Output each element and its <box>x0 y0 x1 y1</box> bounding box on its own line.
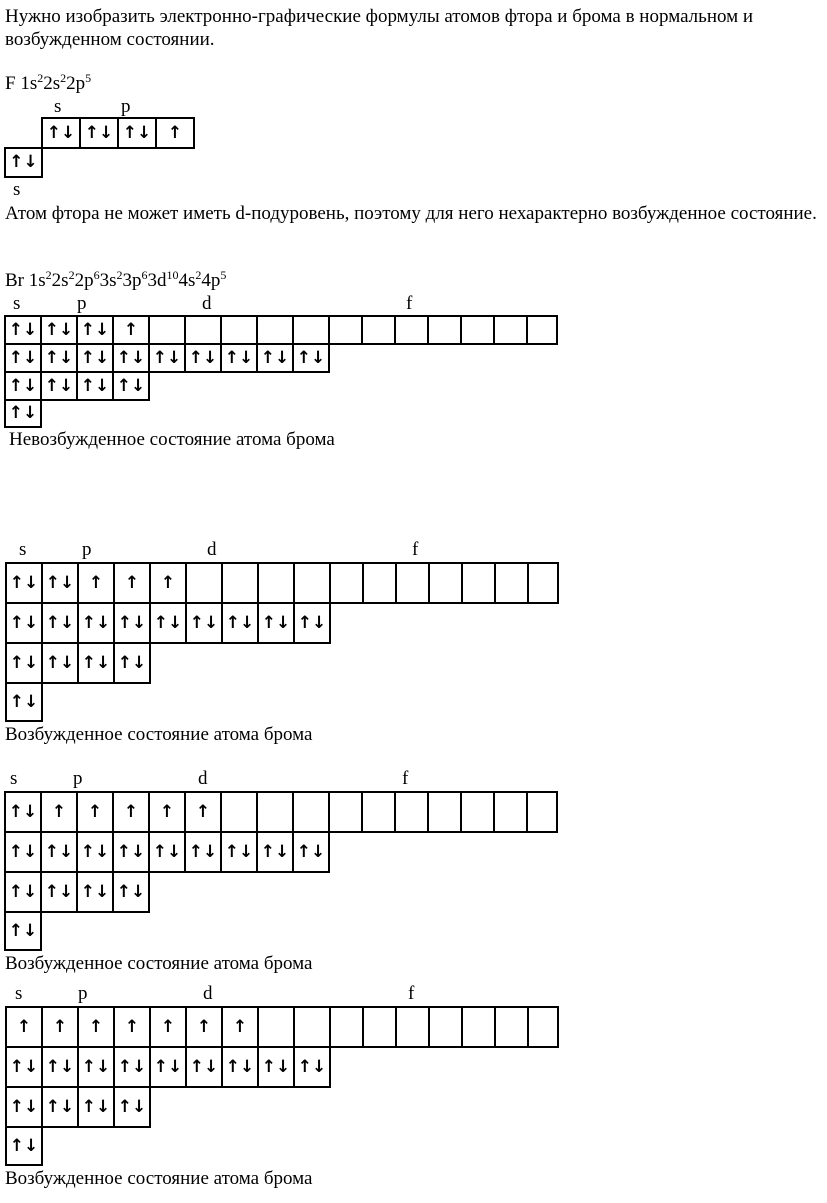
br-4f-orbital <box>527 1006 559 1048</box>
br-4d-orbital <box>221 562 259 604</box>
br-1s-orbital: ↑↓ <box>4 911 42 951</box>
br-4d-orbital: ↑ <box>184 791 222 833</box>
br-state1-p-label: p <box>77 293 87 314</box>
br-3p-orbital: ↑↓ <box>40 831 78 873</box>
br-3d-orbital: ↑↓ <box>292 343 330 373</box>
bromine-ground-state-caption: Невозбужденное состояние атома брома <box>9 429 335 450</box>
br-4p-orbital: ↑↓ <box>76 315 114 345</box>
br-4f-orbital <box>527 562 559 604</box>
br-4p-orbital: ↑ <box>40 791 78 833</box>
br-4p-orbital: ↑ <box>77 1006 115 1048</box>
br-4p-orbital: ↑ <box>77 562 115 604</box>
br-3d-orbital: ↑↓ <box>220 343 258 373</box>
fluorine-2p-orbital: ↑↓ <box>117 117 157 149</box>
br-2p-orbital: ↑↓ <box>76 371 114 401</box>
bromine-formula-superscript: 6 <box>141 268 148 282</box>
br-2p-orbital: ↑↓ <box>77 1086 115 1128</box>
br-4f-orbital <box>328 791 363 833</box>
br-3d-orbital: ↑↓ <box>221 602 259 644</box>
br-3p-orbital: ↑↓ <box>76 831 114 873</box>
bromine-formula-part: 4p <box>201 270 221 291</box>
br-4p-orbital: ↑ <box>112 315 150 345</box>
br-4p-orbital: ↑ <box>113 1006 151 1048</box>
br-3d-orbital: ↑↓ <box>293 1046 331 1088</box>
br-3p-orbital: ↑↓ <box>40 343 78 373</box>
br-4s-orbital: ↑↓ <box>4 791 42 833</box>
fluorine-formula-superscript: 2 <box>37 71 44 85</box>
br-2p-orbital: ↑↓ <box>112 871 150 913</box>
br-4f-orbital <box>394 315 429 345</box>
br-2p-orbital: ↑↓ <box>40 871 78 913</box>
br-4f-orbital <box>395 562 430 604</box>
br-3d-orbital: ↑↓ <box>256 343 294 373</box>
br-3p-orbital: ↑↓ <box>113 1046 151 1088</box>
br-state3-f-label: f <box>402 768 409 789</box>
bromine-formula-part: 2p <box>74 270 94 291</box>
br-4f-orbital <box>428 1006 463 1048</box>
br-2p-orbital: ↑↓ <box>112 371 150 401</box>
br-4d-orbital <box>292 315 330 345</box>
br-3p-orbital: ↑↓ <box>77 1046 115 1088</box>
br-3d-orbital: ↑↓ <box>256 831 294 873</box>
br-2s-orbital: ↑↓ <box>5 642 43 684</box>
br-state1-s-label: s <box>13 293 21 314</box>
br-4s-orbital: ↑ <box>5 1006 43 1048</box>
bromine-excited-state-3-caption: Возбужденное состояние атома брома <box>5 1168 313 1189</box>
br-4f-orbital <box>494 1006 529 1048</box>
br-3d-orbital: ↑↓ <box>184 343 222 373</box>
fluorine-2p-orbital: ↑ <box>155 117 195 149</box>
br-3p-orbital: ↑↓ <box>113 602 151 644</box>
br-4p-orbital: ↑ <box>113 562 151 604</box>
br-2s-orbital: ↑↓ <box>4 871 42 913</box>
br-4f-orbital <box>362 1006 397 1048</box>
br-4s-orbital: ↑↓ <box>5 562 43 604</box>
br-1s-orbital: ↑↓ <box>4 399 42 428</box>
br-2p-orbital: ↑↓ <box>113 642 151 684</box>
br-3d-orbital: ↑↓ <box>292 831 330 873</box>
br-3d-orbital: ↑↓ <box>148 343 186 373</box>
br-2p-orbital: ↑↓ <box>41 642 79 684</box>
fluorine-note: Атом фтора не может иметь d-подуровень, поэтому для него нехарактерно возбужденное состояние. <box>5 203 817 224</box>
br-4f-orbital <box>461 562 496 604</box>
task-statement: Нужно изобразить электронно-графические формулы атомов фтора и брома в нормальном и возбужденном состоянии. <box>5 6 754 50</box>
br-4f-orbital <box>427 315 462 345</box>
br-4d-orbital: ↑ <box>149 1006 187 1048</box>
br-4f-orbital <box>361 791 396 833</box>
br-3s-orbital: ↑↓ <box>5 602 43 644</box>
bromine-formula-superscript: 10 <box>166 268 179 282</box>
br-4d-orbital: ↑ <box>148 791 186 833</box>
br-4f-orbital <box>395 1006 430 1048</box>
br-4d-orbital: ↑ <box>185 1006 223 1048</box>
br-1s-orbital: ↑↓ <box>5 1126 43 1166</box>
br-1s-orbital: ↑↓ <box>5 682 43 722</box>
fluorine-formula-superscript: 2 <box>60 71 67 85</box>
br-3p-orbital: ↑↓ <box>41 1046 79 1088</box>
fluorine-formula-part: 2s <box>43 73 61 94</box>
fluorine-formula-superscript: 5 <box>85 71 92 85</box>
br-2p-orbital: ↑↓ <box>40 371 78 401</box>
br-2p-orbital: ↑↓ <box>41 1086 79 1128</box>
br-4f-orbital <box>526 315 558 345</box>
bromine-formula-part: Br 1s <box>5 270 46 291</box>
br-3d-orbital: ↑↓ <box>148 831 186 873</box>
br-4p-orbital: ↑↓ <box>41 562 79 604</box>
br-3d-orbital: ↑↓ <box>257 1046 295 1088</box>
br-3p-orbital: ↑↓ <box>77 602 115 644</box>
br-4d-orbital <box>256 315 294 345</box>
br-3d-orbital: ↑↓ <box>257 602 295 644</box>
br-4f-orbital <box>460 315 495 345</box>
br-3p-orbital: ↑↓ <box>41 602 79 644</box>
fluorine-2s-orbital: ↑↓ <box>41 117 81 149</box>
br-4d-orbital <box>148 315 186 345</box>
br-2s-orbital: ↑↓ <box>4 371 42 401</box>
br-state1-d-label: d <box>202 293 212 314</box>
br-4f-orbital <box>329 562 364 604</box>
fluorine-p-label: p <box>121 96 131 117</box>
br-state4-f-label: f <box>408 983 415 1004</box>
br-4f-orbital <box>493 791 528 833</box>
bromine-excited-state-2-caption: Возбужденное состояние атома брома <box>5 953 313 974</box>
br-4s-orbital: ↑↓ <box>4 315 42 345</box>
br-4d-orbital <box>220 315 258 345</box>
bromine-formula-part: 3p <box>122 270 142 291</box>
bromine-formula-superscript: 6 <box>93 268 100 282</box>
br-4f-orbital <box>329 1006 364 1048</box>
br-3s-orbital: ↑↓ <box>5 1046 43 1088</box>
br-4d-orbital: ↑ <box>221 1006 259 1048</box>
bromine-formula-superscript: 5 <box>220 268 227 282</box>
br-3d-orbital: ↑↓ <box>185 1046 223 1088</box>
br-state3-p-label: p <box>73 768 83 789</box>
br-4f-orbital <box>361 315 396 345</box>
br-4d-orbital: ↑ <box>149 562 187 604</box>
br-4f-orbital <box>428 562 463 604</box>
br-state4-s-label: s <box>15 983 23 1004</box>
br-4d-orbital <box>185 562 223 604</box>
br-state2-p-label: p <box>82 539 92 560</box>
br-2p-orbital: ↑↓ <box>113 1086 151 1128</box>
bromine-excited-state-1-caption: Возбужденное состояние атома брома <box>5 724 313 745</box>
br-3d-orbital: ↑↓ <box>221 1046 259 1088</box>
br-3d-orbital: ↑↓ <box>185 602 223 644</box>
br-state3-s-label: s <box>10 768 18 789</box>
br-4d-orbital <box>184 315 222 345</box>
fluorine-formula-part: F 1s <box>5 73 38 94</box>
bromine-formula-part: 2s <box>51 270 69 291</box>
br-3p-orbital: ↑↓ <box>76 343 114 373</box>
br-4d-orbital <box>293 1006 331 1048</box>
br-2s-orbital: ↑↓ <box>5 1086 43 1128</box>
bromine-formula-part: 3s <box>99 270 117 291</box>
bromine-formula-superscript: 2 <box>45 268 52 282</box>
br-state4-p-label: p <box>78 983 88 1004</box>
br-3d-orbital: ↑↓ <box>149 602 187 644</box>
br-state2-f-label: f <box>412 539 419 560</box>
br-3d-orbital: ↑↓ <box>220 831 258 873</box>
br-4f-orbital <box>427 791 462 833</box>
br-4d-orbital <box>293 562 331 604</box>
bromine-formula-superscript: 2 <box>68 268 75 282</box>
br-3p-orbital: ↑↓ <box>112 831 150 873</box>
fluorine-formula <box>5 72 91 95</box>
br-state1-f-label: f <box>406 293 413 314</box>
br-3s-orbital: ↑↓ <box>4 831 42 873</box>
br-3d-orbital: ↑↓ <box>184 831 222 873</box>
br-4d-orbital <box>220 791 258 833</box>
fluorine-2p-orbital: ↑↓ <box>79 117 119 149</box>
bromine-formula-superscript: 2 <box>195 268 202 282</box>
bromine-formula-part: 3d <box>147 270 167 291</box>
br-4d-orbital <box>256 791 294 833</box>
bromine-formula <box>5 269 226 292</box>
br-4f-orbital <box>328 315 363 345</box>
br-4d-orbital <box>292 791 330 833</box>
bromine-formula-superscript: 2 <box>116 268 123 282</box>
br-4f-orbital <box>460 791 495 833</box>
br-3p-orbital: ↑↓ <box>112 343 150 373</box>
br-4p-orbital: ↑ <box>41 1006 79 1048</box>
br-2p-orbital: ↑↓ <box>76 871 114 913</box>
br-4f-orbital <box>493 315 528 345</box>
br-4f-orbital <box>494 562 529 604</box>
br-4d-orbital <box>257 1006 295 1048</box>
br-4p-orbital: ↑ <box>76 791 114 833</box>
br-3d-orbital: ↑↓ <box>293 602 331 644</box>
br-2p-orbital: ↑↓ <box>77 642 115 684</box>
br-state2-s-label: s <box>19 539 27 560</box>
br-3d-orbital: ↑↓ <box>149 1046 187 1088</box>
br-state3-d-label: d <box>198 768 208 789</box>
br-4f-orbital <box>526 791 558 833</box>
br-4f-orbital <box>362 562 397 604</box>
fluorine-formula-part: 2p <box>66 73 86 94</box>
fluorine-1s-orbital: ↑↓ <box>4 147 43 178</box>
fluorine-s-label: s <box>54 96 62 117</box>
br-4p-orbital: ↑↓ <box>40 315 78 345</box>
br-4f-orbital <box>394 791 429 833</box>
br-3s-orbital: ↑↓ <box>4 343 42 373</box>
br-4f-orbital <box>461 1006 496 1048</box>
br-state4-d-label: d <box>203 983 213 1004</box>
br-4p-orbital: ↑ <box>112 791 150 833</box>
br-4d-orbital <box>257 562 295 604</box>
bromine-formula-part: 4s <box>178 270 196 291</box>
br-state2-d-label: d <box>207 539 217 560</box>
fluorine-s-lower-label: s <box>13 179 21 200</box>
